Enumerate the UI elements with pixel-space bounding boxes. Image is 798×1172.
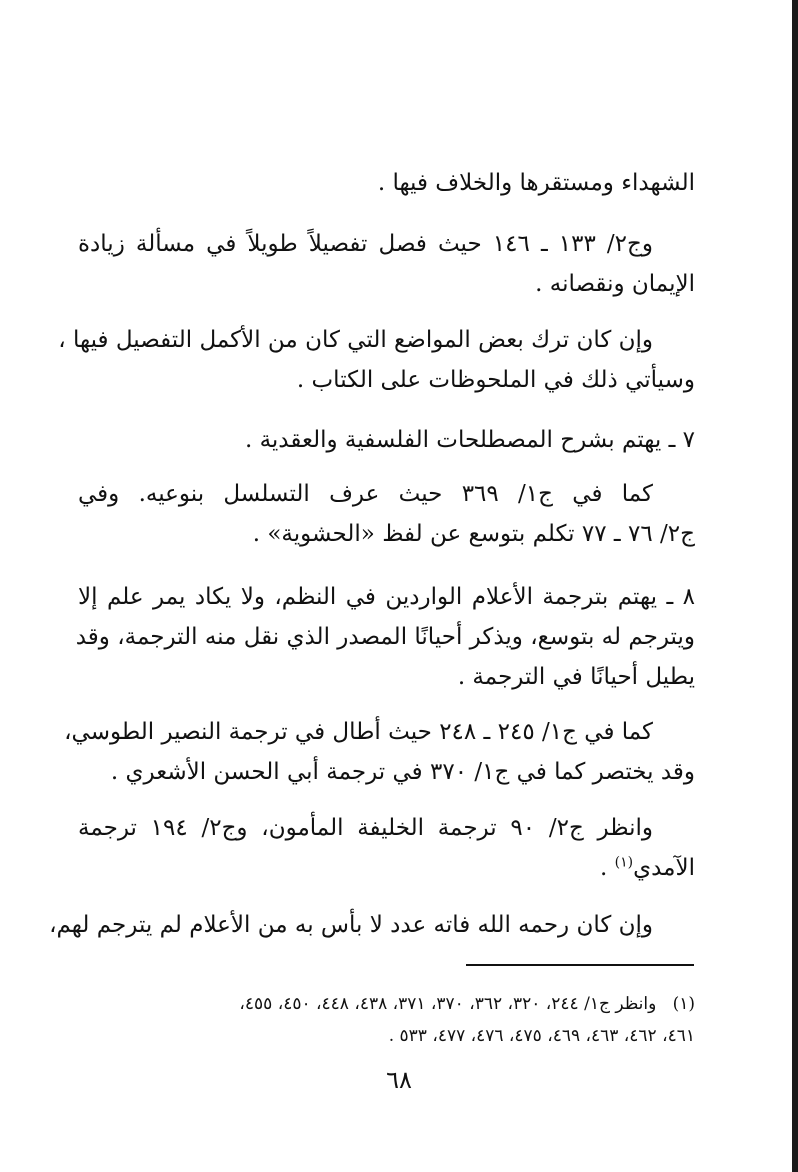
paragraph-untranslated [49, 905, 695, 945]
text-line: كما في ج١/ ٢٤٥ ـ ٢٤٨ حيث أطال في ترجمة النصير الطوسي، [64, 719, 653, 745]
text-line: وسيأتي ذلك في الملحوظات على الكتاب . [296, 367, 695, 393]
paragraph-faith-increase [78, 224, 695, 304]
text-line: وانظر ج٢/ ٩٠ ترجمة الخليفة المأمون، وج٢/ ١٩٤ ترجمة [78, 815, 653, 841]
footnote-separator [466, 964, 694, 966]
footnote [74, 988, 695, 1052]
footnote-number: (١) [672, 994, 695, 1014]
footnote-line: ٤٦١، ٤٦٢، ٤٦٣، ٤٦٩، ٤٧٥، ٤٧٦، ٤٧٧، ٥٣٣ . [388, 1026, 695, 1046]
footnote-reference[interactable]: (١) [614, 854, 634, 871]
text-line: وإن كان رحمه الله فاته عدد لا بأس به من الأعلام لم يترجم لهم، [49, 912, 653, 938]
text-line: ويترجم له بتوسع، ويذكر أحيانًا المصدر الذي نقل منه الترجمة، وقد [75, 624, 695, 650]
paragraph-detail-omissions [58, 320, 695, 400]
paragraph-point-7 [78, 420, 695, 460]
paragraph-point-8 [75, 577, 695, 697]
text-line: ٨ ـ يهتم بترجمة الأعلام الواردين في النظم، ولا يكاد يمر علم إلا [78, 584, 695, 610]
text-line: الإيمان ونقصانه . [535, 271, 695, 297]
page-number: ٦٨ [386, 1066, 412, 1094]
text-line: كما في ج١/ ٣٦٩ حيث عرف التسلسل بنوعيه. وفي [78, 481, 654, 507]
sentence-end: . [600, 855, 615, 881]
page-edge-shadow [792, 0, 798, 1172]
text-line: وقد يختصر كما في ج١/ ٣٧٠ في ترجمة أبي الحسن الأشعري . [110, 759, 695, 785]
footnote-line [74, 988, 695, 1020]
amidi-text: الآمدي [633, 855, 695, 881]
paragraph-tasalsul [78, 474, 695, 554]
text-line: يطيل أحيانًا في الترجمة . [457, 664, 695, 690]
text-line: الشهداء ومستقرها والخلاف فيها . [377, 170, 695, 196]
paragraph-mamun [78, 808, 695, 888]
text-line: ٧ ـ يهتم بشرح المصطلحات الفلسفية والعقدية . [244, 427, 695, 453]
paragraph-tusi [64, 712, 695, 792]
footnote-text: وانظر ج١/ ٢٤٤، ٣٢٠، ٣٦٢، ٣٧٠، ٣٧١، ٤٣٨، ٤٤٨، ٤٥٠، ٤٥٥، [239, 994, 657, 1014]
paragraph-martyrs [78, 163, 695, 203]
text-line: ج٢/ ٧٦ ـ ٧٧ تكلم بتوسع عن لفظ «الحشوية» . [252, 521, 695, 547]
text-line: وج٢/ ١٣٣ ـ ١٤٦ حيث فصل تفصيلاً طويلاً في مسألة زيادة [78, 231, 653, 257]
text-line [78, 848, 695, 888]
text-line: وإن كان ترك بعض المواضع التي كان من الأكمل التفصيل فيها ، [58, 327, 653, 353]
